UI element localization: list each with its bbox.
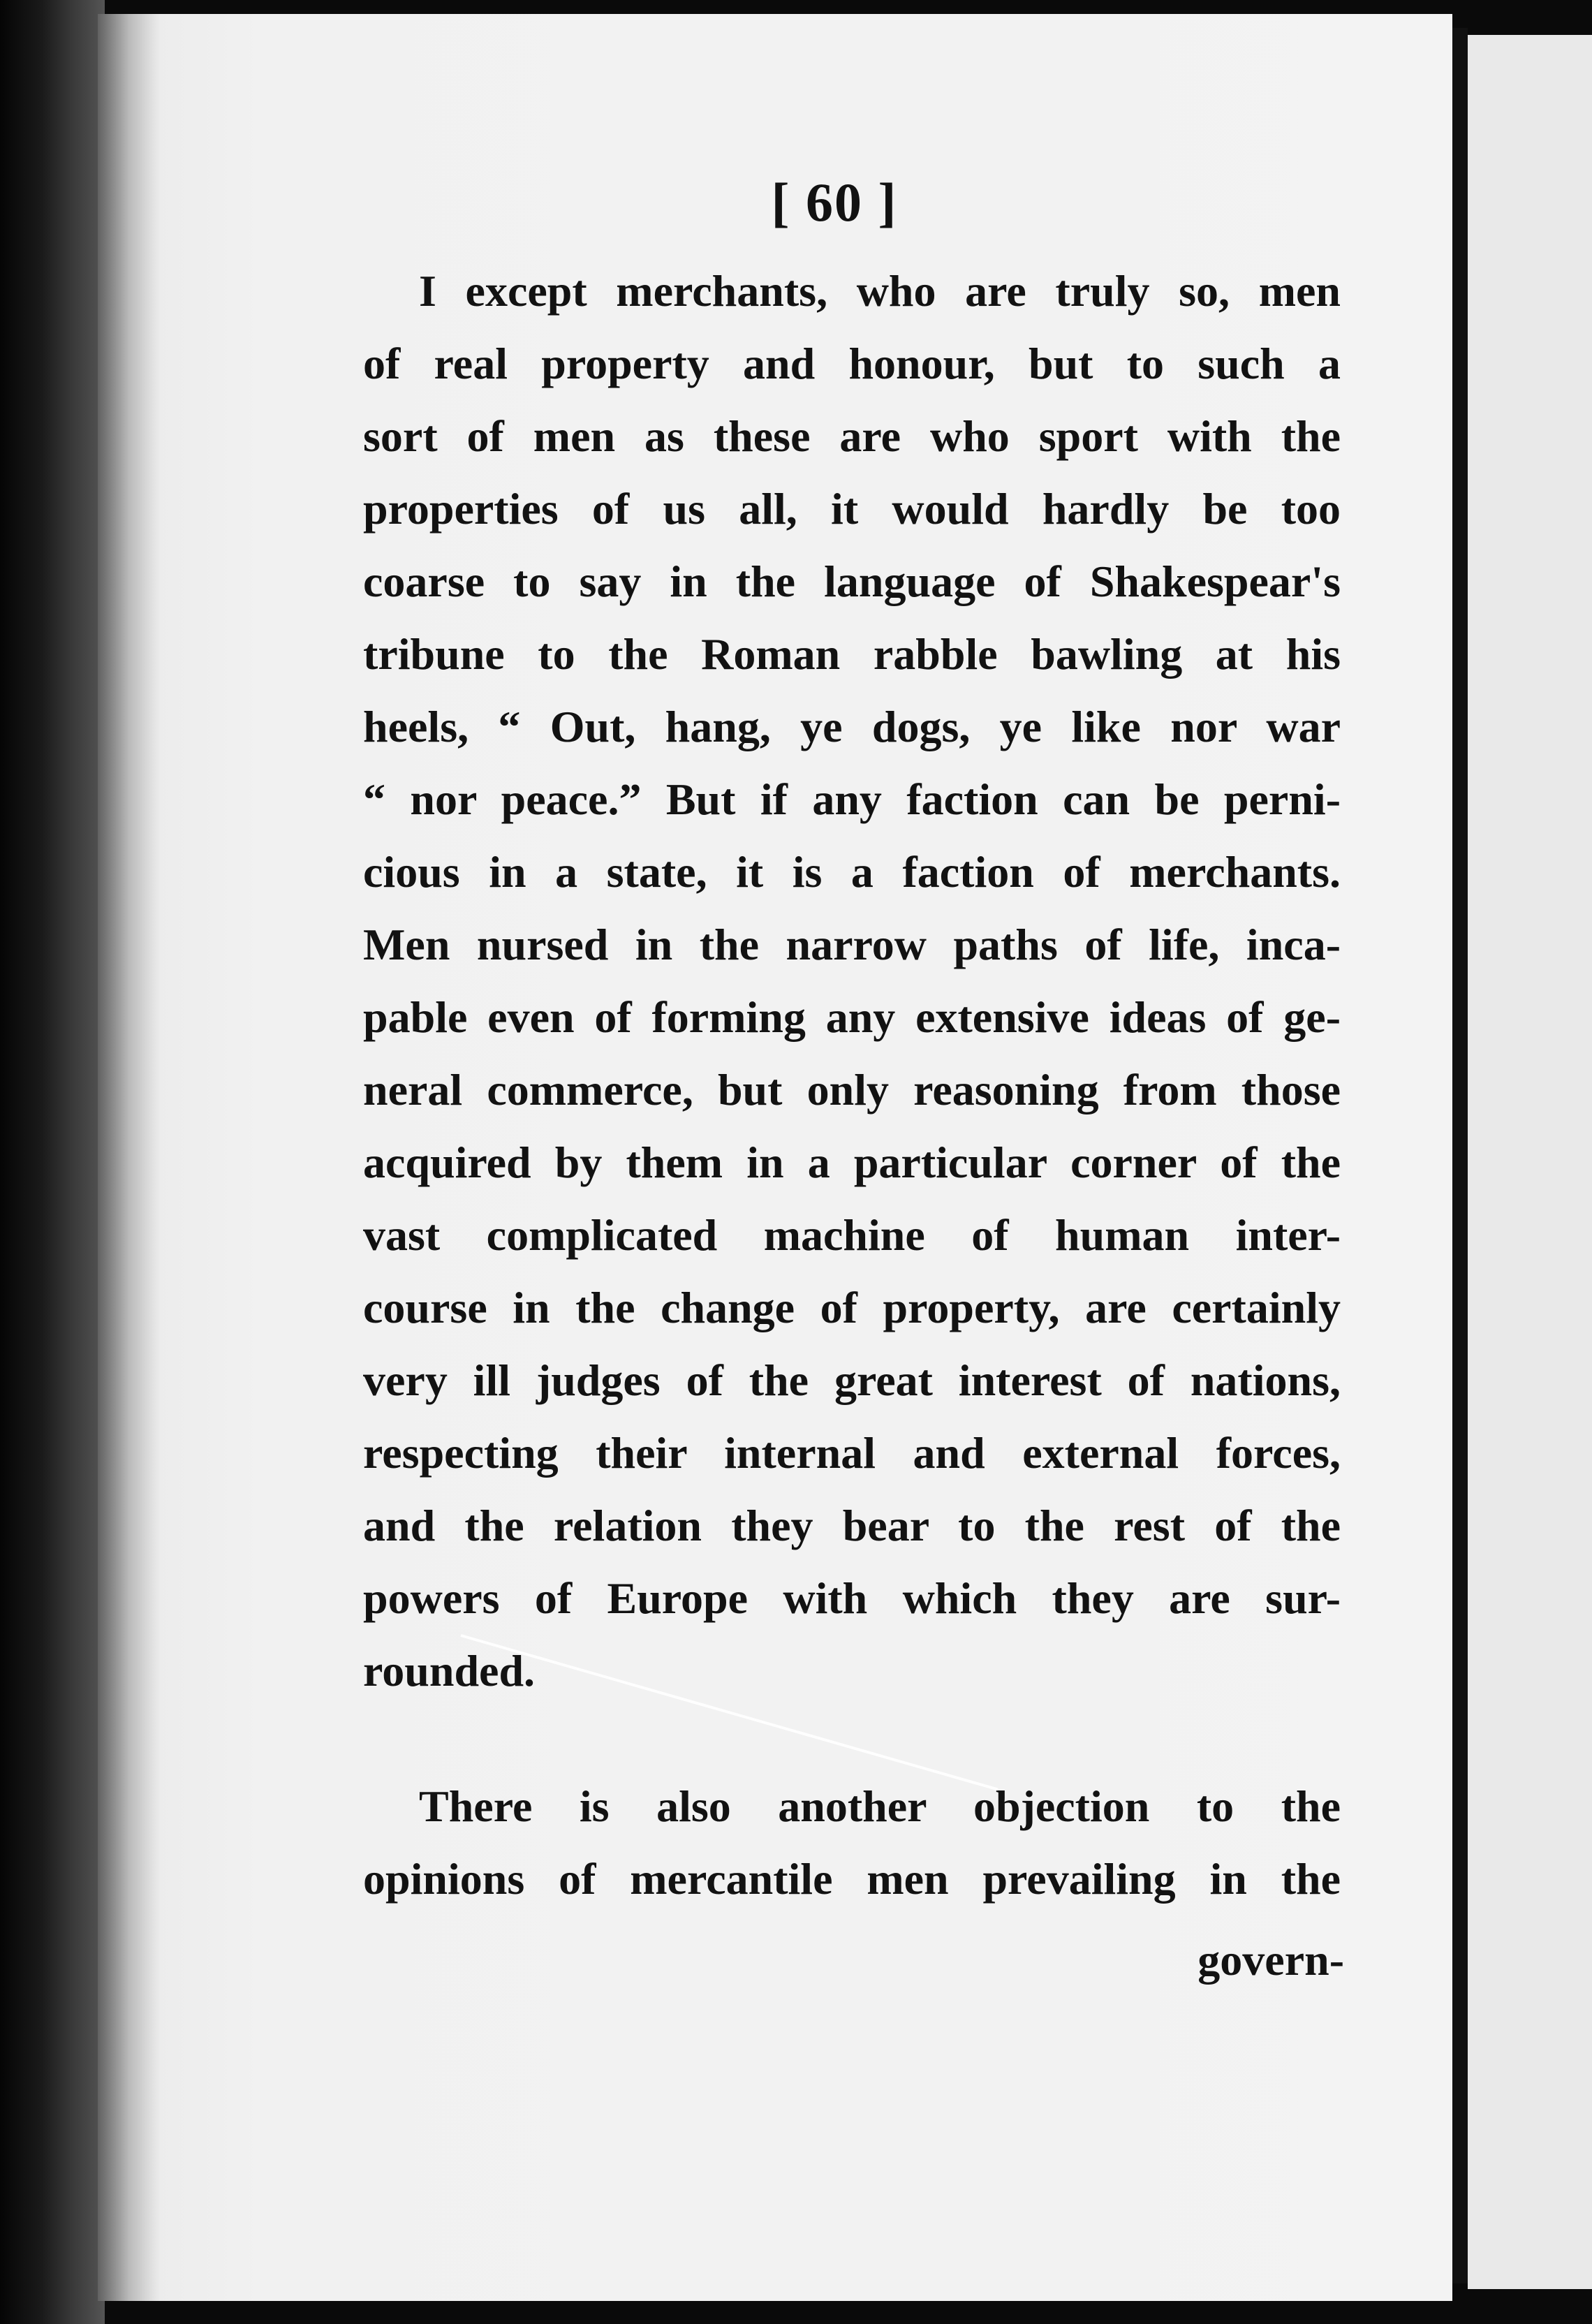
text-line: acquired by them in a particular corner of the xyxy=(363,1138,1341,1187)
text-line: properties of us all, it would hardly be too xyxy=(363,484,1341,534)
page-edge-divider xyxy=(1452,28,1468,2283)
text-line: tribune to the Roman rabble bawling at his xyxy=(363,629,1341,679)
text-line: rounded. xyxy=(363,1646,536,1696)
gutter-shadow xyxy=(98,14,161,2301)
text-line: coarse to say in the language of Shakespear's xyxy=(363,557,1341,606)
page-number xyxy=(0,171,1592,234)
text-line: There is also another objection to the xyxy=(419,1781,1341,1831)
text-line: “ nor peace.” But if any faction can be perni- xyxy=(363,774,1341,824)
text-line: vast complicated machine of human inter- xyxy=(363,1210,1341,1260)
text-line: powers of Europe with which they are sur- xyxy=(363,1573,1341,1623)
text-line: neral commerce, but only reasoning from those xyxy=(363,1065,1341,1115)
paragraph-1 xyxy=(363,255,1341,1707)
page-number-text: [ 60 ] xyxy=(771,172,898,233)
text-line: course in the change of property, are certainly xyxy=(363,1283,1341,1332)
text-line: Men nursed in the narrow paths of life, inca- xyxy=(363,920,1341,969)
text-line: and the relation they bear to the rest of the xyxy=(363,1501,1341,1550)
book-spine-edge xyxy=(0,0,105,2324)
text-line: I except merchants, who are truly so, men xyxy=(419,266,1341,316)
text-line: cious in a state, it is a faction of merchants. xyxy=(363,847,1341,897)
text-line: pable even of forming any extensive ideas of ge- xyxy=(363,992,1341,1042)
facing-page-edge xyxy=(1468,35,1592,2289)
text-line: heels, “ Out, hang, ye dogs, ye like nor war xyxy=(363,702,1341,751)
text-line: very ill judges of the great interest of nations, xyxy=(363,1355,1341,1405)
text-line: of real property and honour, but to such a xyxy=(363,339,1341,388)
text-line: opinions of mercantile men prevailing in the xyxy=(363,1854,1341,1904)
catchword: govern- xyxy=(1197,1935,1344,1985)
paragraph-2 xyxy=(363,1770,1341,1915)
text-line: respecting their internal and external forces, xyxy=(363,1428,1341,1478)
text-line: sort of men as these are who sport with the xyxy=(363,411,1341,461)
